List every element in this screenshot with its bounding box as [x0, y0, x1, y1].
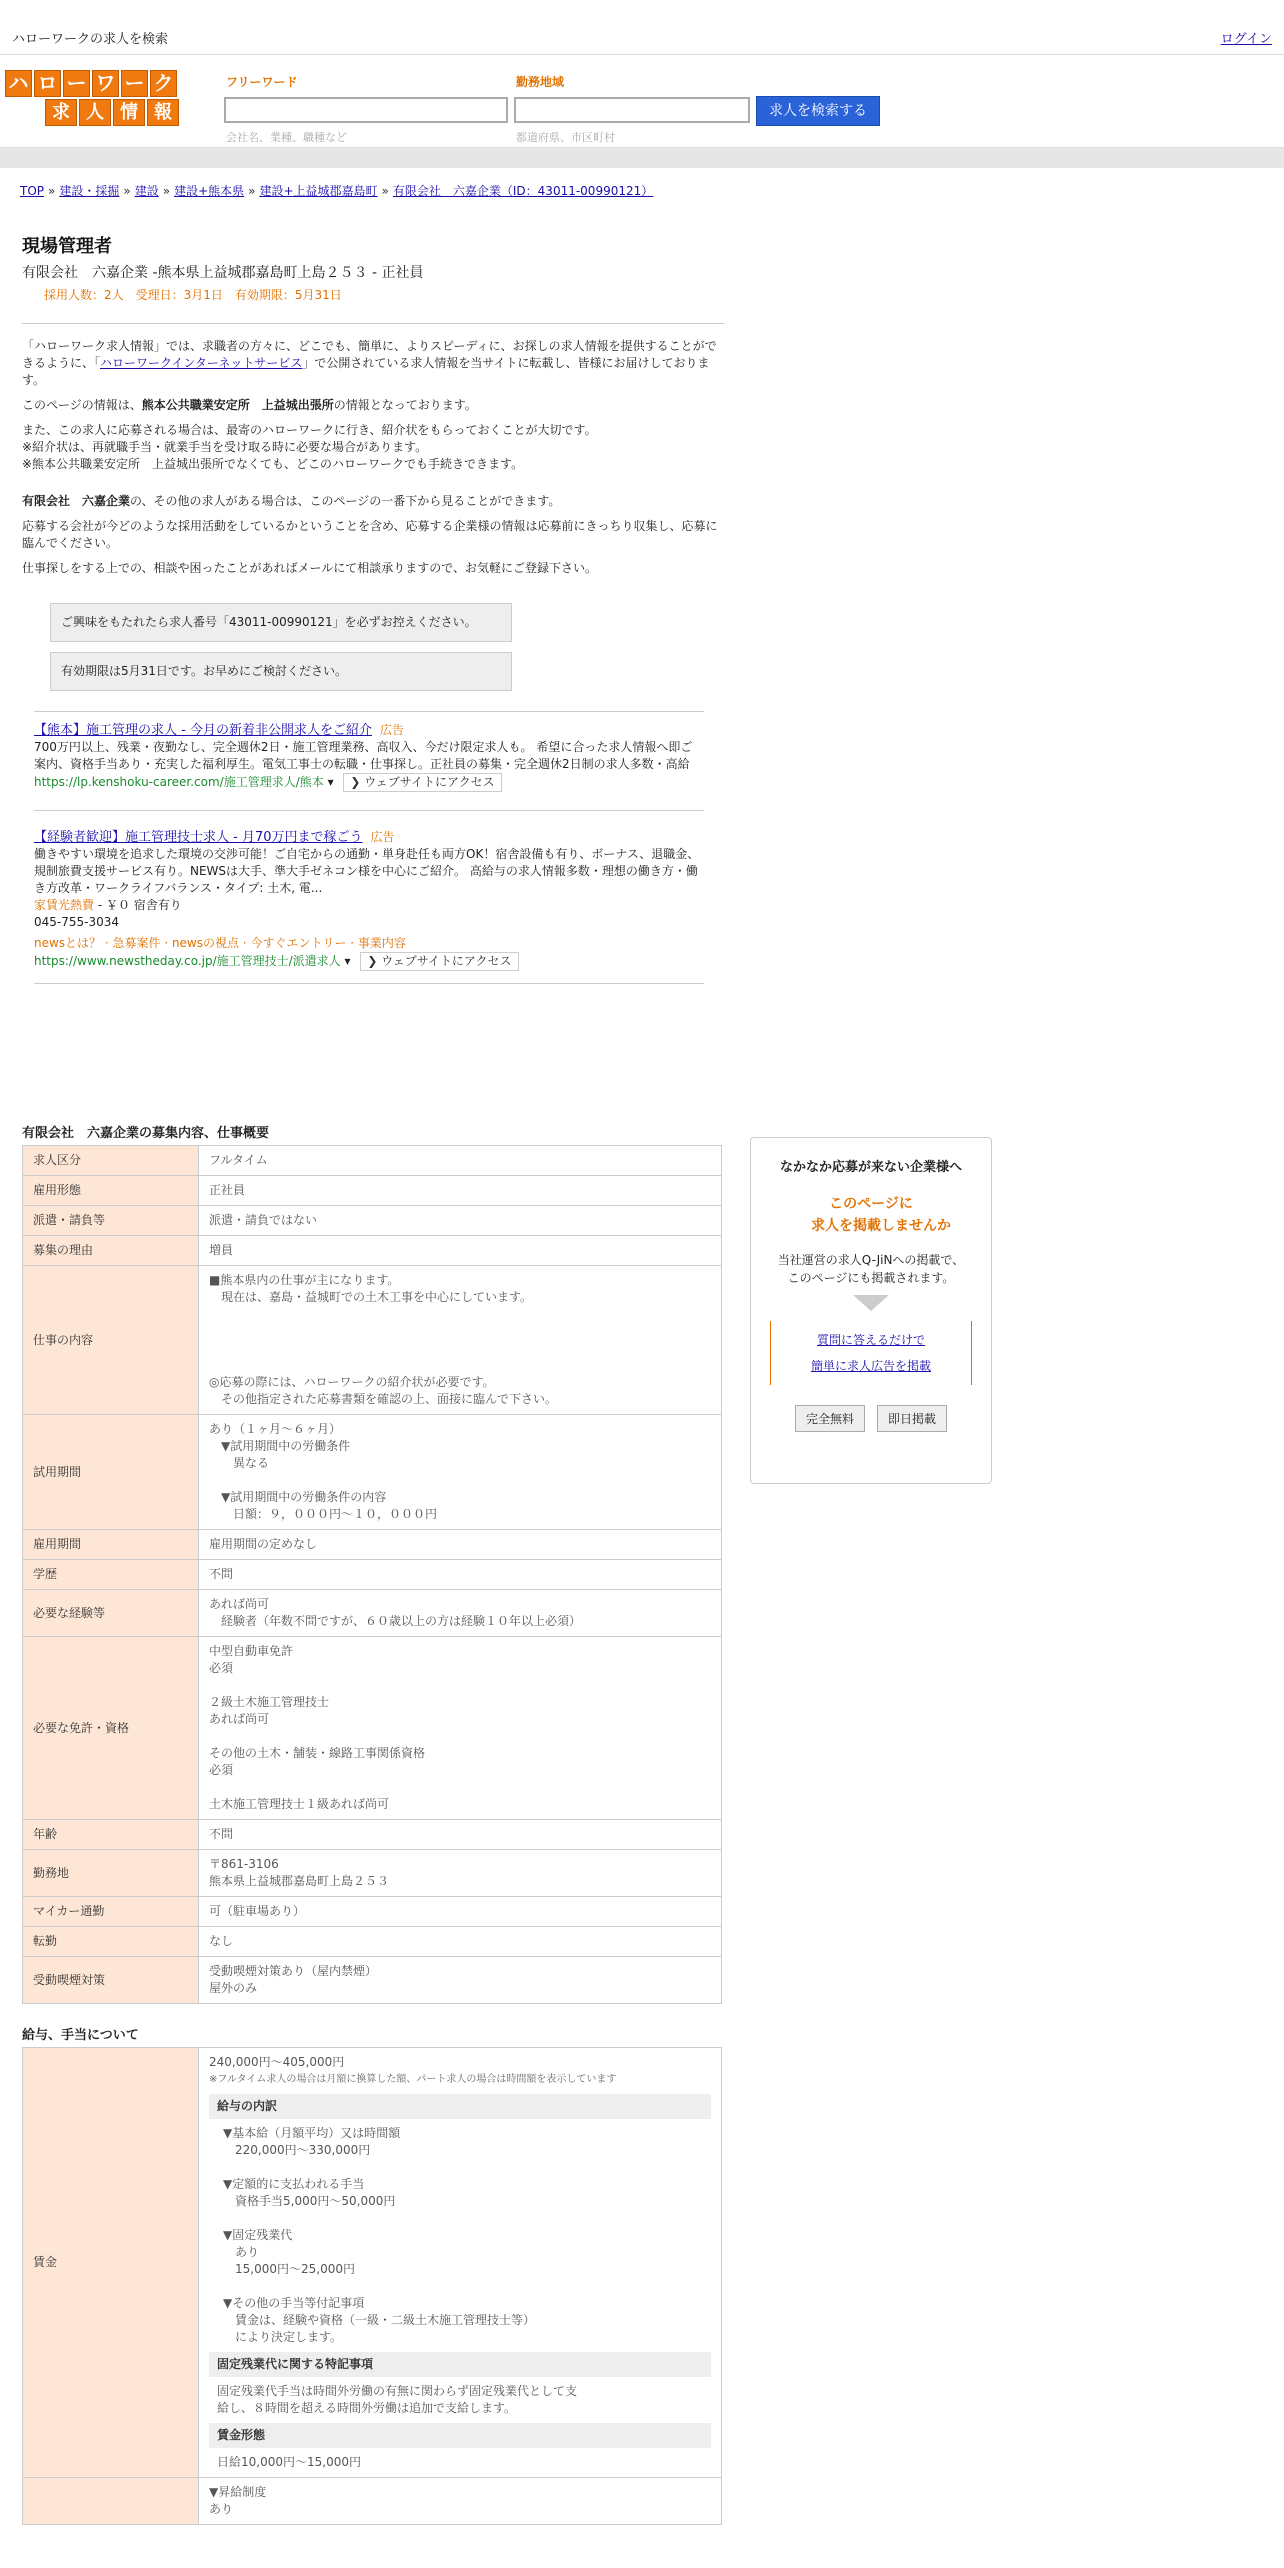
spec-value: ■熊本県内の仕事が主になります。 現在は、嘉島・益城町での土木工事を中心にしています。 ◎応募の際には、ハローワークの紹介状が必要です。 その他指定された応募書類を確認の上、面接に臨んで下さい。	[199, 1266, 722, 1415]
table-row	[23, 1637, 722, 1820]
spec-value: なし	[199, 1927, 722, 1957]
breadcrumb-link[interactable]: 建設	[134, 184, 159, 198]
logo-char: 求	[45, 99, 77, 126]
table-row	[23, 1850, 722, 1897]
area-label: 勤務地域	[516, 75, 565, 89]
ad-sitelinks[interactable]: newsとは？ · 急募案件 · newsの視点 · 今すぐエントリー · 事業内容	[34, 936, 406, 950]
spec-key: 派遣・請負等	[23, 1206, 199, 1236]
consult-paragraph: 仕事探しをする上での、相談や困ったことがあればメールにて相談承りますので、お気軽にご登録下さい。	[22, 561, 598, 575]
job-title: 現場管理者	[22, 236, 112, 257]
site-title: ハローワークの求人を検索	[12, 32, 169, 47]
spec-value: フルタイム	[199, 1146, 722, 1176]
spec-key: 学歴	[23, 1560, 199, 1590]
spec-key: 雇用期間	[23, 1530, 199, 1560]
intro-paragraph: 「ハローワーク求人情報」では、求職者の方々に、どこでも、簡単に、よりスピーディに、お探しの求人情報を提供することができるように、「ハローワークインターネットサービス」で公開されている求人情報を当サイトに転載し、皆様にお届けしております。	[22, 339, 717, 387]
advice-paragraph: 応募する会社が今どのような採用活動をしているかということを含め、応募する企業様の情報は応募前にきっちり収集し、応募に臨んでください。	[22, 519, 718, 550]
logo-char: 報	[147, 99, 179, 126]
salary-breakdown: ▼基本給（月額平均）又は時間額 220,000円〜330,000円 ▼定額的に支払われる手当 資格手当5,000円〜50,000円 ▼固定残業代 あり 15,000円〜25,000円 ▼その他の手当等付記事項 賃金は、経験や資格（一級・二級土木施工管理技士等） により決定します。	[223, 2126, 536, 2344]
spec-value: 雇用期間の定めなし	[199, 1530, 722, 1560]
spec-value: あれば尚可 経験者（年数不問ですが、６０歳以上の方は経験１０年以上必須）	[199, 1590, 722, 1637]
main-content	[22, 232, 722, 984]
table-row	[23, 1176, 722, 1206]
spec-value: 派遣・請負ではない	[199, 1206, 722, 1236]
area-input[interactable]	[514, 97, 750, 123]
company-line: 有限会社 六嘉企業 -熊本県上益城郡嘉島町上島２５３ - 正社員	[22, 265, 424, 281]
ad-block: 【経験者歓迎】施工管理技士求人 - 月70万円まで稼ごう 広告 働きやすい環境を追求した環境の交渉可能！ご自宅からの通勤・単身赴任も両方OK！宿舎設備も有り、ボーナス、退職金、規制旅費支援サービス有り。NEWSは大手、準大手ゼネコン様を中心にご紹介。 高給与の求人情報多数・理想の働き方・働き方改革・ワークライフバランス・タイプ: 土木, 電... 家賃光熱費 - ￥０ 宿舎有り 045-755-3034 newsとは？ · 急募案件 · newsの視点 · 今すぐエントリー · 事業内容 https://www.newstheday.co.jp/施工管理技士/派遣求人 ▾ ❯ ウェブサイトにアクセス	[34, 829, 704, 971]
employer-promo	[750, 1137, 992, 1484]
table-row	[23, 1590, 722, 1637]
search-header	[0, 55, 1284, 148]
hellowork-logo[interactable]	[4, 69, 180, 123]
table-row	[23, 1957, 722, 2004]
logo-char: ワ	[92, 70, 119, 97]
breadcrumb-link[interactable]: 建設+上益城郡嘉島町	[259, 184, 378, 198]
salary-table	[22, 2047, 722, 2525]
hellowork-internet-link[interactable]: ハローワークインターネットサービス	[100, 356, 303, 370]
spec-key: 転勤	[23, 1927, 199, 1957]
table-row	[23, 1560, 722, 1590]
referral-paragraph: また、この求人に応募される場合は、最寄のハローワークに行き、紹介状をもらっておくことが大切です。 ※紹介状は、再就職手当・就業手当を受け取る時に必要な場合があります。 ※熊本公共職業安定所 上益城出張所でなくても、どこのハローワークでも手続きできます。	[22, 423, 597, 471]
spec-value: 正社員	[199, 1176, 722, 1206]
free-badge[interactable]: 完全無料	[795, 1405, 865, 1432]
salary-key: 賃金	[23, 2048, 199, 2478]
table-row	[23, 1146, 722, 1176]
table-row	[23, 1927, 722, 1957]
logo-char: ハ	[5, 70, 32, 97]
table-row	[23, 2478, 722, 2525]
freeword-label: フリーワード	[226, 75, 298, 89]
down-arrow-icon	[853, 1295, 889, 1311]
spec-value: 〒861-3106 熊本県上益城郡嘉島町上島２５３	[199, 1850, 722, 1897]
raise-system: ▼昇給制度 あり	[199, 2478, 722, 2525]
job-meta: 採用人数：2人 受理日：3月1日 有効期限：5月31日	[44, 288, 342, 302]
spec-table	[22, 1145, 722, 2004]
spec-value: 増員	[199, 1236, 722, 1266]
breadcrumb-link[interactable]: 有限会社 六嘉企業（ID：43011-00990121）	[392, 184, 654, 198]
overtime-heading: 固定残業代に関する特記事項	[209, 2352, 711, 2377]
wage-form: 日給10,000円〜15,000円	[217, 2455, 361, 2469]
promo-link-post[interactable]: 簡単に求人広告を掲載	[810, 1359, 931, 1373]
ad-tag: 広告	[379, 723, 404, 737]
spec-key: 求人区分	[23, 1146, 199, 1176]
breadcrumb-link[interactable]: TOP	[20, 184, 45, 198]
promo-link-question[interactable]: 質問に答えるだけで	[816, 1333, 925, 1347]
table-row	[23, 1415, 722, 1530]
promo-desc: 当社運営の求人Q-JiNへの掲載で、 このページにも掲載されます。	[777, 1253, 965, 1285]
ad-block: 【熊本】施工管理の求人 - 今月の新着非公開求人をご紹介 広告 700万円以上、残業・夜勤なし、完全週休2日・施工管理業務、高収入、今だけ限定求人も。 希望に合った求人情報へ即ご案内、資格手当あり・充実した福利厚生。電気工事士の転職・仕事探し。正社員の募集・完全週休2日制の求人多数・高給 https://lp.kenshoku-career.com/施工管理求人/熊本 ▾ ❯ ウェブサイトにアクセス	[34, 722, 704, 792]
other-jobs-paragraph: 有限会社 六嘉企業の、その他の求人がある場合は、このページの一番下から見ることができます。	[22, 494, 561, 508]
salary-note: ※フルタイム求人の場合は月額に換算した額、パート求人の場合は時間額を表示しています	[209, 2074, 617, 2085]
salary-breakdown-heading: 給与の内訳	[209, 2094, 711, 2119]
ad-body: 働きやすい環境を追求した環境の交渉可能！ご自宅からの通勤・単身赴任も両方OK！宿舎設備も有り、ボーナス、退職金、規制旅費支援サービス有り。NEWSは大手、準大手ゼネコン様を中心にご紹介。 高給与の求人情報多数・理想の働き方・働き方改革・ワークライフバランス・タイプ: 土木, 電...	[34, 847, 700, 895]
breadcrumb-link[interactable]: 建設・採掘	[59, 184, 120, 198]
freeword-hint: 会社名、業種、職種など	[226, 131, 347, 144]
job-number-note: ご興味をもたれたら求人番号「43011-00990121」を必ずお控えください。	[50, 603, 512, 642]
logo-char: ロ	[34, 70, 61, 97]
freeword-input[interactable]	[224, 97, 508, 123]
divider-bar	[0, 148, 1284, 168]
spec-key: 勤務地	[23, 1850, 199, 1897]
spec-section	[22, 1122, 722, 2525]
spec-key: マイカー通勤	[23, 1897, 199, 1927]
spec-key: 必要な経験等	[23, 1590, 199, 1637]
table-row	[23, 1897, 722, 1927]
ad-visit-button[interactable]: ❯ ウェブサイトにアクセス	[360, 952, 518, 971]
logo-char: ク	[150, 70, 177, 97]
promo-offer: このページに 求人を掲載しませんか	[811, 1196, 951, 1234]
spec-key: 雇用形態	[23, 1176, 199, 1206]
logo-char: ー	[121, 70, 148, 97]
salary-range: 240,000円〜405,000円	[209, 2055, 345, 2069]
overtime-text: 固定残業代手当は時間外労働の有無に関わらず固定残業代として支 給し、８時間を超える時間外労働は追加で支給します。	[217, 2384, 578, 2415]
logo-char: 人	[79, 99, 111, 126]
table-row	[23, 1266, 722, 1415]
wage-form-heading: 賃金形態	[209, 2423, 711, 2448]
spec-value: あり（１ヶ月～６ヶ月） ▼試用期間中の労働条件 異なる ▼試用期間中の労働条件の内容 日額：９，０００円～１０，０００円	[199, 1415, 722, 1530]
ad-extension-link[interactable]: 家賃光熱費	[34, 898, 95, 912]
table-row	[23, 1820, 722, 1850]
promo-heading: なかなか応募が来ない企業様へ	[779, 1160, 962, 1175]
spec-value: 受動喫煙対策あり（屋内禁煙） 屋外のみ	[199, 1957, 722, 2004]
search-button[interactable]: 求人を検索する	[756, 96, 880, 126]
spec-value: 中型自動車免許 必須 ２級土木施工管理技士 あれば尚可 その他の土木・舗装・線路工事関係資格 必須 土木施工管理技士１級あれば尚可	[199, 1637, 722, 1820]
spec-value: 可（駐車場あり）	[199, 1897, 722, 1927]
ad-title-link[interactable]: 【経験者歓迎】施工管理技士求人 - 月70万円まで稼ごう	[34, 830, 363, 845]
ad-url[interactable]: https://lp.kenshoku-career.com/施工管理求人/熊本	[34, 775, 324, 789]
breadcrumb: TOP » 建設・採掘 » 建設 » 建設+熊本県 » 建設+上益城郡嘉島町 » 有限会社 六嘉企業（ID：43011-00990121）	[20, 184, 654, 198]
ad-tag: 広告	[370, 830, 395, 844]
top-bar	[0, 0, 1284, 55]
spec-key: 仕事の内容	[23, 1266, 199, 1415]
spec-key: 試用期間	[23, 1415, 199, 1530]
logo-char: ー	[63, 70, 90, 97]
table-row	[23, 1236, 722, 1266]
logo-char: 情	[113, 99, 145, 126]
area-hint: 都道府県、市区町村	[516, 131, 615, 144]
promo-links	[770, 1321, 972, 1385]
spec-key: 年齢	[23, 1820, 199, 1850]
salary-title: 給与、手当について	[22, 2028, 139, 2043]
spec-key: 必要な免許・資格	[23, 1637, 199, 1820]
ad-url[interactable]: https://www.newstheday.co.jp/施工管理技士/派遣求人	[34, 954, 341, 968]
table-row	[23, 1530, 722, 1560]
login-link[interactable]: ログイン	[1220, 32, 1272, 47]
ad-visit-button[interactable]: ❯ ウェブサイトにアクセス	[343, 773, 501, 792]
table-row	[23, 1206, 722, 1236]
ad-phone[interactable]: 045-755-3034	[34, 915, 120, 929]
same-day-badge[interactable]: 即日掲載	[877, 1405, 947, 1432]
expiry-note: 有効期限は5月31日です。お早めにご検討ください。	[50, 652, 512, 691]
breadcrumb-link[interactable]: 建設+熊本県	[174, 184, 245, 198]
office-paragraph: このページの情報は、熊本公共職業安定所 上益城出張所の情報となっております。	[22, 398, 477, 412]
spec-key: 受動喫煙対策	[23, 1957, 199, 2004]
spec-key: 募集の理由	[23, 1236, 199, 1266]
spec-value: 不問	[199, 1560, 722, 1590]
spec-title: 有限会社 六嘉企業の募集内容、仕事概要	[22, 1126, 270, 1141]
table-row	[23, 2048, 722, 2478]
ad-title-link[interactable]: 【熊本】施工管理の求人 - 今月の新着非公開求人をご紹介	[34, 723, 372, 738]
ad-body: 700万円以上、残業・夜勤なし、完全週休2日・施工管理業務、高収入、今だけ限定求人も。 希望に合った求人情報へ即ご案内、資格手当あり・充実した福利厚生。電気工事士の転職・仕事探し。正社員の募集・完全週休2日制の求人多数・高給	[34, 740, 693, 771]
spec-value: 不問	[199, 1820, 722, 1850]
